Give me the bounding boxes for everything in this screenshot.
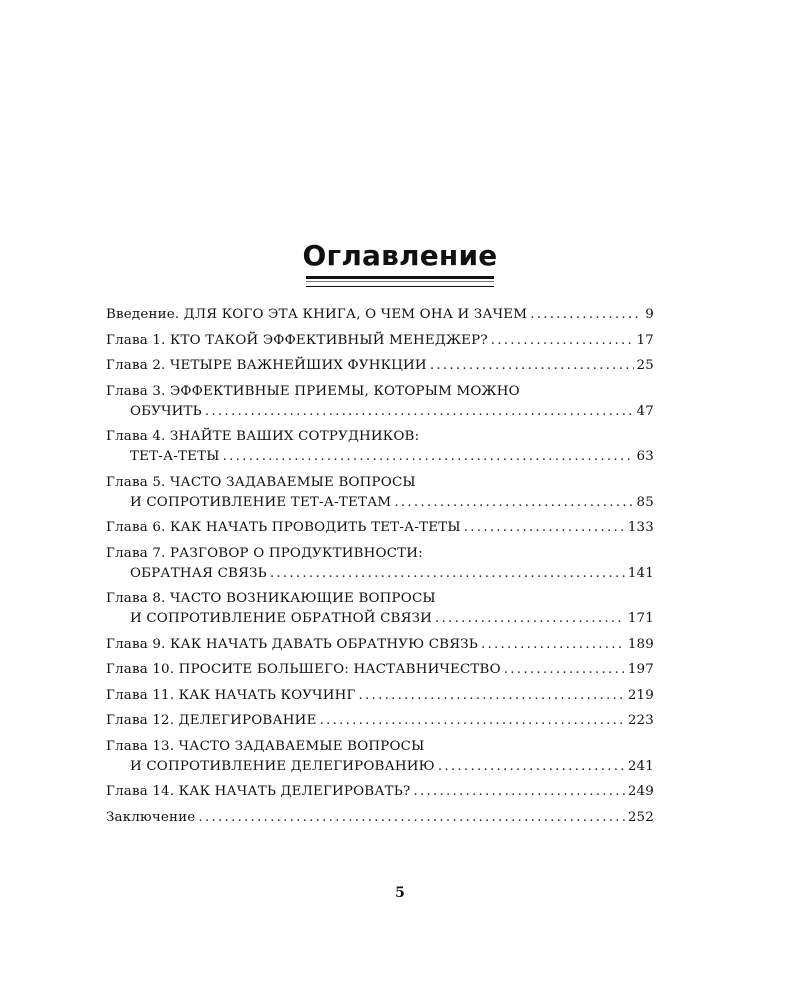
toc-entry-title: Глава 12. ДЕЛЕГИРОВАНИЕ <box>106 713 317 728</box>
toc-entry-line <box>106 382 654 402</box>
toc-entry-title: Глава 5. ЧАСТО ЗАДАВАЕМЫЕ ВОПРОСЫ <box>106 474 416 490</box>
dot-leader <box>530 305 642 325</box>
toc-entry-continuation-line <box>106 402 654 422</box>
dot-leader <box>481 635 625 655</box>
dot-leader <box>270 564 625 584</box>
toc-entry <box>106 473 654 513</box>
dot-leader <box>413 782 624 802</box>
toc-entry-title: Глава 6. КАК НАЧАТЬ ПРОВОДИТЬ ТЕТ-А-ТЕТЫ <box>106 520 461 535</box>
toc-entry-line <box>106 808 654 828</box>
toc-entry <box>106 382 654 422</box>
toc-entry-continuation-line <box>106 447 654 467</box>
toc-entry-page-number: 189 <box>627 636 654 652</box>
toc-entry-title: ОБУЧИТЬ <box>130 403 202 419</box>
toc-entry-continuation-line <box>106 609 654 629</box>
toc-entry-page-number: 249 <box>627 784 654 799</box>
toc-entry-title: Глава 4. ЗНАЙТЕ ВАШИХ СОТРУДНИКОВ: <box>106 429 420 444</box>
toc-entry-page-number: 219 <box>627 687 654 703</box>
toc-entry-line <box>106 356 654 376</box>
toc-entry <box>106 589 654 629</box>
toc-entry-line <box>106 331 654 351</box>
toc-entry-title: Глава 11. КАК НАЧАТЬ КОУЧИНГ <box>106 687 356 703</box>
dot-leader <box>430 356 634 376</box>
dot-leader <box>491 331 634 351</box>
toc-entry-title: Глава 3. ЭФФЕКТИВНЫЕ ПРИЕМЫ, КОТОРЫМ МОЖНО <box>106 383 520 399</box>
toc-entry-title: Глава 1. КТО ТАКОЙ ЭФФЕКТИВНЫЙ МЕНЕДЖЕР? <box>106 332 488 348</box>
toc-entry-page-number: 25 <box>636 358 654 373</box>
toc-entry-title: Глава 8. ЧАСТО ВОЗНИКАЮЩИЕ ВОПРОСЫ <box>106 591 436 606</box>
toc-entry-title: ОБРАТНАЯ СВЯЗЬ <box>130 565 267 581</box>
toc-entry-title: Заключение <box>106 809 196 825</box>
toc-entry-continuation-line <box>106 493 654 513</box>
toc-entry-line <box>106 589 654 609</box>
toc-entry-page-number: 17 <box>636 332 654 348</box>
toc-entry-page-number: 197 <box>627 662 654 677</box>
dot-leader <box>438 757 625 777</box>
toc-heading-block <box>0 238 800 287</box>
toc-entry-line <box>106 544 654 564</box>
dot-leader <box>320 711 625 731</box>
toc-entry-line <box>106 737 654 757</box>
toc-entry <box>106 808 654 828</box>
toc-entry-title: Глава 2. ЧЕТЫРЕ ВАЖНЕЙШИХ ФУНКЦИИ <box>106 358 427 373</box>
toc-entry-line <box>106 305 654 325</box>
toc-entry-page-number: 63 <box>636 449 654 464</box>
toc-entry-title: И СОПРОТИВЛЕНИЕ ДЕЛЕГИРОВАНИЮ <box>130 758 435 774</box>
toc-entry-page-number: 133 <box>627 520 654 535</box>
dot-leader <box>359 686 625 706</box>
toc-entry <box>106 544 654 584</box>
dot-leader <box>435 609 625 629</box>
toc-entry-page-number: 171 <box>627 611 654 626</box>
toc-entry-line <box>106 473 654 493</box>
toc-entry-page-number: 9 <box>645 307 654 322</box>
toc-entry <box>106 737 654 777</box>
toc-entry-title: Глава 7. РАЗГОВОР О ПРОДУКТИВНОСТИ: <box>106 545 423 561</box>
toc-entry <box>106 518 654 538</box>
toc-entry-title: И СОПРОТИВЛЕНИЕ ОБРАТНОЙ СВЯЗИ <box>130 611 433 626</box>
toc-entry-title: И СОПРОТИВЛЕНИЕ ТЕТ-А-ТЕТАМ <box>130 494 392 510</box>
toc-entry-continuation-line <box>106 757 654 777</box>
toc-entry <box>106 356 654 376</box>
table-of-contents <box>106 305 654 833</box>
toc-entry-line <box>106 782 654 802</box>
toc-entry-title: Введение. ДЛЯ КОГО ЭТА КНИГА, О ЧЕМ ОНА И ЗАЧЕМ <box>106 307 528 322</box>
dot-leader <box>198 808 624 828</box>
toc-entry-page-number: 241 <box>627 758 654 774</box>
toc-entry-title: Глава 10. ПРОСИТЕ БОЛЬШЕГО: НАСТАВНИЧЕСТВО <box>106 662 501 677</box>
toc-entry-line <box>106 427 654 447</box>
page-number: 5 <box>395 885 405 901</box>
toc-entry-page-number: 252 <box>627 809 654 825</box>
dot-leader <box>504 660 625 680</box>
toc-entry-line <box>106 686 654 706</box>
toc-entry-line <box>106 635 654 655</box>
toc-entry <box>106 782 654 802</box>
title-underline-rule <box>306 276 494 287</box>
page-title: Оглавление <box>302 239 498 272</box>
toc-entry <box>106 427 654 467</box>
dot-leader <box>394 493 633 513</box>
dot-leader <box>205 402 634 422</box>
toc-entry <box>106 635 654 655</box>
dot-leader <box>464 518 625 538</box>
toc-entry <box>106 305 654 325</box>
dot-leader <box>223 447 634 467</box>
toc-entry-page-number: 85 <box>636 494 654 510</box>
toc-entry-page-number: 47 <box>636 403 654 419</box>
toc-entry-line <box>106 518 654 538</box>
toc-entry-title: Глава 9. КАК НАЧАТЬ ДАВАТЬ ОБРАТНУЮ СВЯЗЬ <box>106 636 478 652</box>
toc-entry <box>106 331 654 351</box>
toc-entry-page-number: 223 <box>627 713 654 728</box>
toc-entry <box>106 686 654 706</box>
toc-entry <box>106 711 654 731</box>
toc-entry-continuation-line <box>106 564 654 584</box>
toc-entry <box>106 660 654 680</box>
toc-entry-line <box>106 711 654 731</box>
toc-entry-title: ТЕТ-А-ТЕТЫ <box>130 449 220 464</box>
toc-entry-page-number: 141 <box>627 565 654 581</box>
toc-entry-title: Глава 14. КАК НАЧАТЬ ДЕЛЕГИРОВАТЬ? <box>106 784 411 799</box>
toc-entry-title: Глава 13. ЧАСТО ЗАДАВАЕМЫЕ ВОПРОСЫ <box>106 738 425 754</box>
toc-entry-line <box>106 660 654 680</box>
